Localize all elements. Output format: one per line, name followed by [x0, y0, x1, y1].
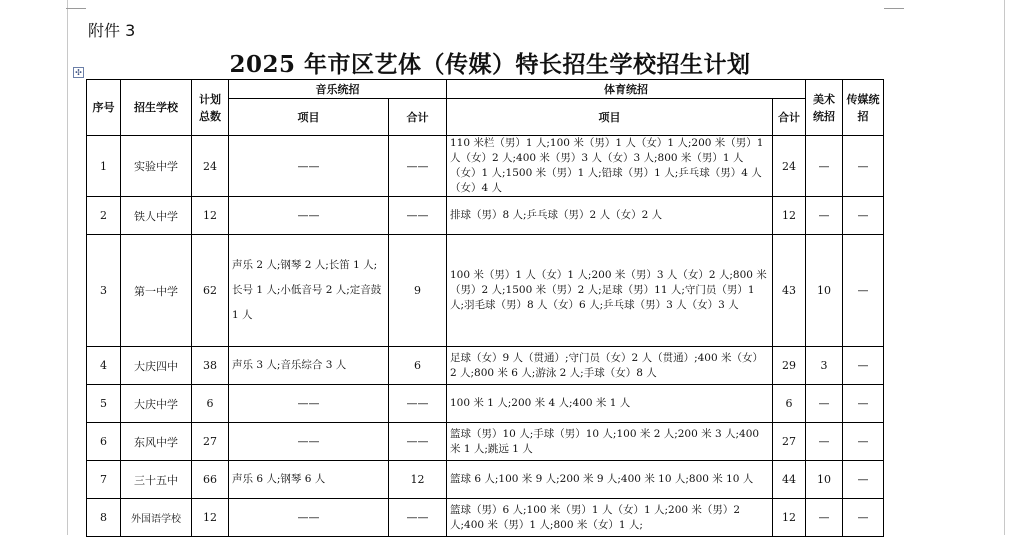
- cell-no: 1: [87, 136, 121, 197]
- cell-no: 7: [87, 461, 121, 499]
- cell-no: 8: [87, 499, 121, 537]
- header-art: 美术统招: [806, 80, 843, 136]
- cell-plan-total: 62: [192, 235, 229, 347]
- header-sports-total: 合计: [773, 99, 806, 136]
- cell-music-total: ——: [389, 499, 447, 537]
- table-row: [87, 347, 884, 385]
- cell-school: 实验中学: [121, 136, 192, 197]
- cell-media: —: [843, 347, 884, 385]
- cell-no: 2: [87, 197, 121, 235]
- cell-art: —: [806, 197, 843, 235]
- table-row: [87, 499, 884, 537]
- enrollment-plan-table: [86, 79, 884, 537]
- cell-sports-total: 12: [773, 499, 806, 537]
- page-right-edge: [1004, 0, 1005, 535]
- cell-sports-total: 43: [773, 235, 806, 347]
- cell-sports-item: 足球（女）9 人（贯通）;守门员（女）2 人（贯通）;400 米（女）2 人;800 米 6 人;游泳 2 人;手球（女）8 人: [447, 347, 773, 385]
- cell-media: —: [843, 197, 884, 235]
- table-row: [87, 136, 884, 197]
- cell-media: —: [843, 423, 884, 461]
- cell-sports-total: 44: [773, 461, 806, 499]
- cell-music-item: ——: [229, 385, 389, 423]
- document-title: 2025 年市区艺体（传媒）特长招生学校招生计划: [229, 51, 751, 78]
- cell-no: 6: [87, 423, 121, 461]
- cell-media: —: [843, 235, 884, 347]
- table-row: [87, 423, 884, 461]
- cell-music-total: 6: [389, 347, 447, 385]
- cell-media: —: [843, 385, 884, 423]
- table-row: [87, 235, 884, 347]
- cell-sports-total: 29: [773, 347, 806, 385]
- cell-plan-total: 38: [192, 347, 229, 385]
- cell-school: 大庆四中: [121, 347, 192, 385]
- cell-sports-item: 排球（男）8 人;乒乓球（男）2 人（女）2 人: [447, 197, 773, 235]
- header-plan-total: 计划总数: [192, 80, 229, 136]
- cell-art: 10: [806, 461, 843, 499]
- cell-sports-item: 100 米 1 人;200 米 4 人;400 米 1 人: [447, 385, 773, 423]
- cell-plan-total: 6: [192, 385, 229, 423]
- cell-no: 3: [87, 235, 121, 347]
- cell-music-item: ——: [229, 136, 389, 197]
- table-row: [87, 461, 884, 499]
- cell-music-item: 声乐 6 人;钢琴 6 人: [229, 461, 389, 499]
- cell-school: 大庆中学: [121, 385, 192, 423]
- header-music-item: 项目: [229, 99, 389, 136]
- table-row: [87, 385, 884, 423]
- cell-music-total: ——: [389, 423, 447, 461]
- cell-school: 第一中学: [121, 235, 192, 347]
- cell-no: 4: [87, 347, 121, 385]
- cell-media: —: [843, 136, 884, 197]
- cell-sports-total: 24: [773, 136, 806, 197]
- margin-corner-mark: [66, 0, 86, 9]
- cell-art: 3: [806, 347, 843, 385]
- cell-music-item: ——: [229, 423, 389, 461]
- cell-art: —: [806, 499, 843, 537]
- page-left-edge: [67, 0, 68, 535]
- cell-sports-item: 100 米（男）1 人（女）1 人;200 米（男）3 人（女）2 人;800 米（男）2 人;1500 米（男）2 人;足球（男）11 人;守门员（男）1 人;羽毛球（男）8 人（女）6 人;乒乓球（男）3 人（女）3 人: [447, 235, 773, 347]
- cell-music-total: 12: [389, 461, 447, 499]
- cell-plan-total: 12: [192, 499, 229, 537]
- header-sports: 体育统招: [447, 80, 806, 99]
- cell-music-item: ——: [229, 197, 389, 235]
- cell-sports-total: 27: [773, 423, 806, 461]
- table-move-handle-icon[interactable]: ✣: [73, 67, 84, 78]
- cell-sports-item: 篮球（男）6 人;100 米（男）1 人（女）1 人;200 米（男）2 人;400 米（男）1 人;800 米（女）1 人;: [447, 499, 773, 537]
- cell-music-total: ——: [389, 385, 447, 423]
- cell-plan-total: 24: [192, 136, 229, 197]
- margin-corner-mark: [884, 0, 904, 9]
- cell-school: 铁人中学: [121, 197, 192, 235]
- table-row: [87, 197, 884, 235]
- cell-sports-item: 110 米栏（男）1 人;100 米（男）1 人（女）1 人;200 米（男）1 人（女）2 人;400 米（男）3 人（女）3 人;800 米（男）1 人（女）1 人;1500 米（男）1 人;铅球（男）1 人;乒乓球（男）4 人（女）4 人: [447, 136, 773, 197]
- header-sports-item: 项目: [447, 99, 773, 136]
- cell-music-total: ——: [389, 197, 447, 235]
- cell-sports-total: 12: [773, 197, 806, 235]
- cell-art: —: [806, 385, 843, 423]
- header-no: 序号: [87, 80, 121, 136]
- cell-school: 三十五中: [121, 461, 192, 499]
- header-music: 音乐统招: [229, 80, 447, 99]
- header-music-total: 合计: [389, 99, 447, 136]
- cell-art: 10: [806, 235, 843, 347]
- cell-music-item: 声乐 3 人;音乐综合 3 人: [229, 347, 389, 385]
- cell-music-item: 声乐 2 人;钢琴 2 人;长笛 1 人;长号 1 人;小低音号 2 人;定音鼓 1 人: [229, 235, 389, 347]
- cell-art: —: [806, 136, 843, 197]
- cell-music-total: 9: [389, 235, 447, 347]
- header-media: 传媒统招: [843, 80, 884, 136]
- cell-sports-item: 篮球 6 人;100 米 9 人;200 米 9 人;400 米 10 人;800 米 10 人: [447, 461, 773, 499]
- attachment-label: 附件 3: [88, 21, 136, 40]
- cell-plan-total: 27: [192, 423, 229, 461]
- cell-school: 外国语学校: [121, 499, 192, 537]
- cell-plan-total: 12: [192, 197, 229, 235]
- cell-art: —: [806, 423, 843, 461]
- header-school: 招生学校: [121, 80, 192, 136]
- cell-sports-item: 篮球（男）10 人;手球（男）10 人;100 米 2 人;200 米 3 人;400 米 1 人;跳远 1 人: [447, 423, 773, 461]
- cell-media: —: [843, 461, 884, 499]
- cell-no: 5: [87, 385, 121, 423]
- cell-plan-total: 66: [192, 461, 229, 499]
- cell-media: —: [843, 499, 884, 537]
- cell-music-total: ——: [389, 136, 447, 197]
- cell-school: 东风中学: [121, 423, 192, 461]
- cell-music-item: ——: [229, 499, 389, 537]
- cell-sports-total: 6: [773, 385, 806, 423]
